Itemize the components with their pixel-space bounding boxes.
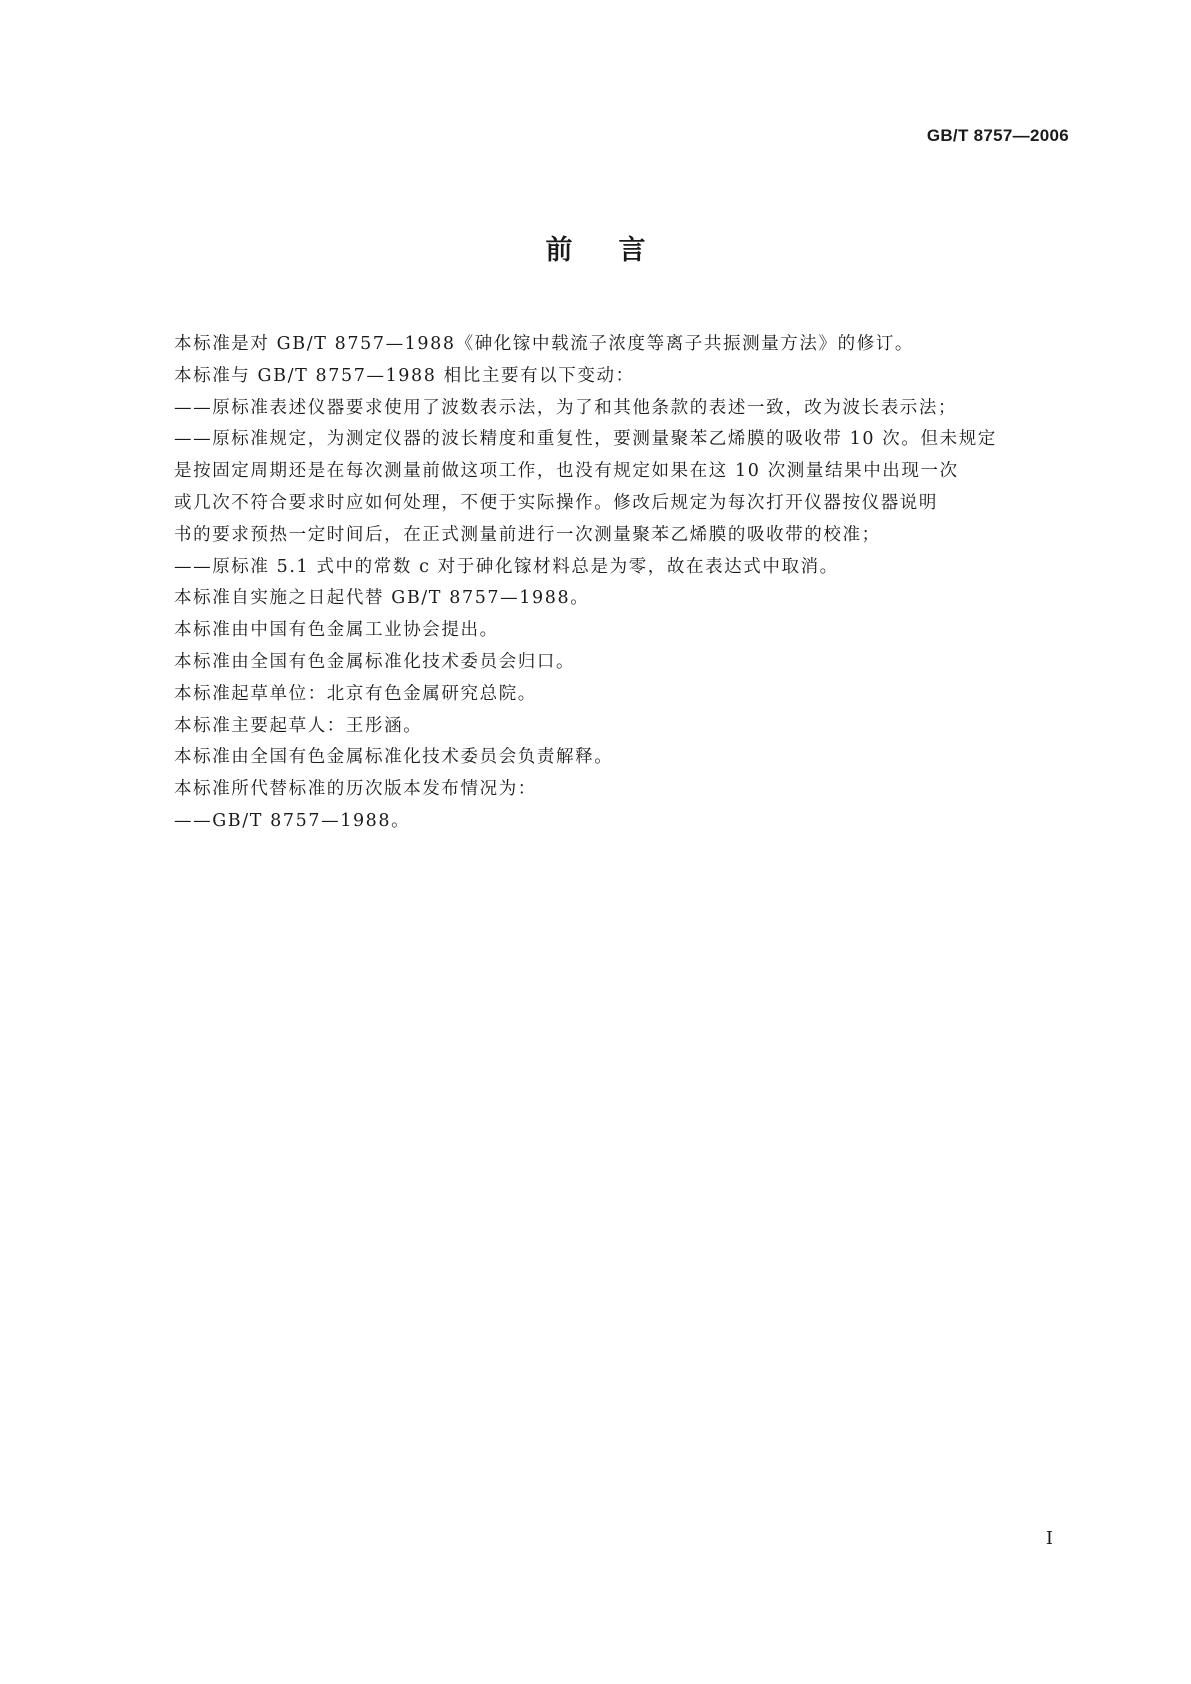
statement-drafting-unit: 本标准起草单位：北京有色金属研究总院。 (174, 683, 537, 704)
statement-centralized-by: 本标准由全国有色金属标准化技术委员会归口。 (174, 651, 576, 672)
statement-previous-editions: 本标准所代替标准的历次版本发布情况为： (174, 779, 537, 800)
standard-code: GB/T 8757—2006 (926, 126, 1069, 145)
paragraph-changes-intro: 本标准与 GB/T 8757—1988 相比主要有以下变动： (174, 365, 635, 386)
change-item-line: ——原标准表述仪器要求使用了波数表示法，为了和其他条款的表述一致，改为波长表示法； (174, 397, 958, 418)
statement-proposed-by: 本标准由中国有色金属工业协会提出。 (174, 620, 499, 641)
page-number: I (1045, 1528, 1053, 1549)
statement-main-drafter: 本标准主要起草人：王彤涵。 (174, 715, 423, 736)
page-title: 前言 (545, 235, 692, 266)
foreword-body (174, 329, 1059, 838)
change-item-calibration (174, 424, 1059, 551)
paragraph-revision-note: 本标准是对 GB/T 8757—1988《砷化镓中载流子浓度等离子共振测量方法》的修订。 (174, 334, 915, 354)
change-item-line: 或几次不符合要求时应如何处理，不便于实际操作。修改后规定为每次打开仪器按仪器说明 (174, 492, 938, 513)
statement-replaces: 本标准自实施之日起代替 GB/T 8757—1988。 (174, 588, 590, 609)
previous-edition-item: ——GB/T 8757—1988。 (174, 810, 411, 831)
change-item-line: 书的要求预热一定时间后，在正式测量前进行一次测量聚苯乙烯膜的吸收带的校准； (174, 524, 881, 545)
change-item-constant (174, 552, 1059, 584)
change-item-line: 是按固定周期还是在每次测量前做这项工作，也没有规定如果在这 10 次测量结果中出现一次 (174, 461, 959, 482)
change-item-wavelength (174, 393, 1059, 425)
change-item-line: ——原标准 5.1 式中的常数 c 对于砷化镓材料总是为零，故在表达式中取消。 (174, 556, 839, 577)
statement-interpretation: 本标准由全国有色金属标准化技术委员会负责解释。 (174, 747, 614, 768)
change-item-line: ——原标准规定，为测定仪器的波长精度和重复性，要测量聚苯乙烯膜的吸收带 10 次。但未规定 (174, 429, 997, 450)
